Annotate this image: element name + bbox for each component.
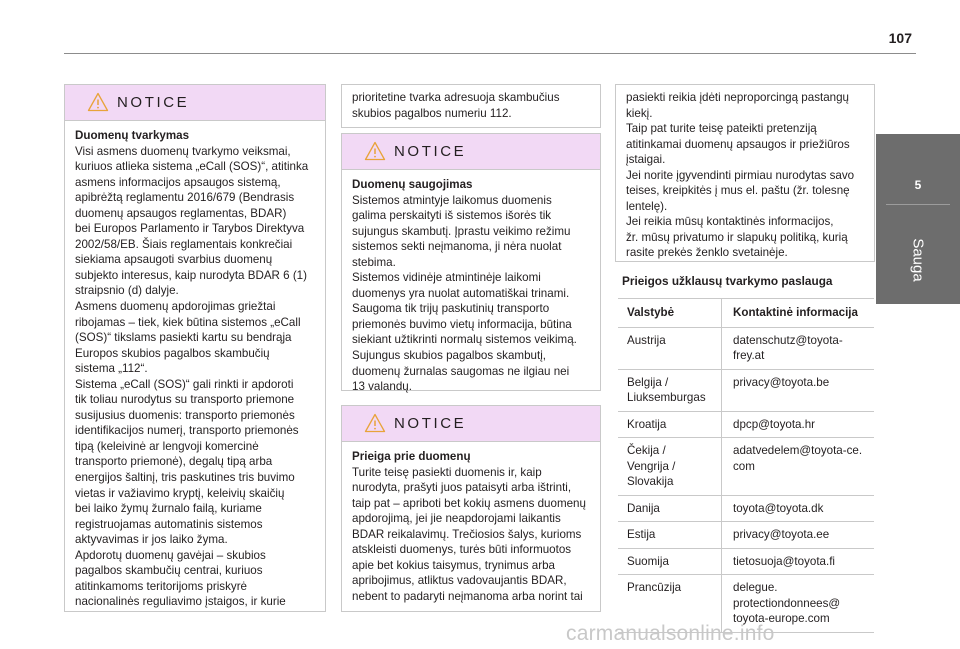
text-line: nurodyta, prašyti juos pataisyti arba ištrinti, (352, 481, 572, 495)
country-cell (618, 370, 722, 411)
chapter-label (904, 220, 932, 300)
country-cell (618, 496, 722, 522)
text-line: siekiama apsaugoti svarbius duomenų (75, 253, 273, 267)
text-line: atitinkamoms teritorijoms priskyrė (75, 579, 248, 593)
text-line: apdorojimą, jei jie neapdorojami laikantis (352, 512, 561, 526)
contact-email-line[interactable]: protectiondonnees@ (733, 596, 841, 610)
notice-lines (352, 465, 590, 605)
text-line: sistemos sekti neįmanoma, ji nėra nuolat (352, 240, 562, 254)
contact-email-line[interactable]: privacy@toyota.ee (733, 528, 830, 541)
country-cell (618, 438, 722, 495)
contact-cell (722, 370, 874, 411)
contact-email-line[interactable]: dpcp@toyota.hr (733, 417, 816, 431)
text-line: energijos šaltinį, tris paskutines tris buvimo (75, 471, 295, 485)
contact-email-line[interactable]: com (733, 459, 755, 473)
text-line: Sistemos atmintyje laikomus duomenis (352, 193, 552, 207)
continuation-body (616, 85, 874, 261)
text-line: atitinkamai duomenų apsaugos ir priežiūros (626, 137, 850, 151)
text-line: priemonės buvimo vietų informacija, būtina (352, 317, 572, 331)
contact-email-line[interactable]: privacy@toyota.be (733, 375, 830, 389)
text-line: kiekį. (626, 106, 653, 120)
warning-triangle-icon (364, 413, 386, 433)
warning-triangle-icon (87, 92, 109, 112)
continuation-lines (626, 90, 864, 261)
contact-email-line[interactable]: datenschutz@toyota- (733, 333, 843, 347)
text-line: prioritetine tvarka adresuoja skambučius (352, 91, 560, 104)
table-header-row (618, 299, 874, 328)
notice-lines (75, 144, 315, 610)
country-line: Slovakija (627, 475, 674, 488)
text-line: aktyvavimas ir jos laiko žyma. (75, 533, 228, 547)
column-header-contact: Kontaktinė informacija (733, 306, 858, 319)
text-line: Saugoma tik trijų paskutinių transporto (352, 302, 550, 316)
text-line: kuriuos atlieka sistema „eCall (SOS)“, atitinka (75, 160, 309, 174)
text-line: taip pat – apriboti bet kokių asmens duomenų (352, 496, 586, 510)
country-line: Belgija / (627, 375, 669, 389)
text-line: registruojamas automatinis sistemos (75, 517, 263, 531)
text-line: duomenų apsaugos reglamentas, BDAR) (75, 206, 287, 220)
text-line: Sujungus skubios pagalbos skambutį, (352, 349, 546, 363)
table-row (618, 328, 874, 370)
contact-cell (722, 438, 874, 495)
text-line: duomenų žurnalas saugomas ne ilgiau nei (352, 364, 570, 378)
notice-heading: Prieiga prie duomenų (352, 450, 471, 463)
text-line: siekiant užtikrinti normalų sistemos veikimą. (352, 333, 577, 347)
text-line: apribojimus, atliktus vadovaujantis BDAR, (352, 574, 567, 588)
text-line: skubios pagalbos numeriu 112. (352, 106, 512, 120)
country-line: Liuksemburgas (627, 391, 706, 404)
text-line: Visi asmens duomenų tvarkymo veiksmai, (75, 144, 291, 158)
country-cell (618, 522, 722, 548)
notice-title: NOTICE (394, 415, 467, 432)
text-line: straipsnio (d) dalyje. (75, 284, 179, 298)
contact-cell (722, 522, 874, 548)
text-line: BDAR reikalavimų. Trečiosios šalys, kurioms (352, 527, 582, 541)
country-line: Čekija / (627, 444, 666, 457)
contact-cell (722, 328, 874, 369)
text-line: sujungus skambutį. Įprastu veikimo režimu (352, 224, 571, 238)
text-line: rasite prekės ženklo svetainėje. (626, 246, 788, 260)
text-line: galima perskaityti iš sistemos išorės tik (352, 209, 552, 223)
text-line: ribojamas – tiek, kiek būtina sistemos „eCall (75, 315, 301, 329)
text-line: apie bet kokius taisymus, trynimus arba (352, 558, 555, 572)
text-line: pagalbos skambučių centrai, kuriuos (75, 564, 263, 578)
chapter-tab-divider (886, 204, 950, 205)
text-line: Sistema „eCall (SOS)“ gali rinkti ir apdoroti (75, 377, 294, 391)
text-line: Jei norite įgyvendinti pirmiau nurodytas savo (626, 168, 855, 182)
country-line: Danija (627, 501, 660, 515)
text-line: sistema „112“. (75, 362, 148, 376)
text-line: pasiekti reikia įdėti neproporcingą pastangų (626, 91, 849, 104)
notice-title: NOTICE (117, 94, 190, 111)
country-line: Prancūzija (627, 581, 682, 594)
text-line: apibrėžtą reglamentu 2016/679 (Bendrasis (75, 191, 295, 205)
table-row (618, 522, 874, 549)
text-line: Taip pat turite teisę pateikti pretenziją (626, 122, 817, 136)
contact-table (618, 298, 874, 633)
chapter-number: 5 (914, 178, 922, 192)
notice-heading: Duomenų saugojimas (352, 178, 473, 191)
warning-triangle-icon (364, 141, 386, 161)
text-line: 2002/58/EB. Šiais reglamentais konkrečiai (75, 237, 293, 251)
table-row (618, 370, 874, 412)
table-row (618, 549, 874, 576)
text-line: atskleisti duomenys, turės būti informuotos (352, 543, 572, 557)
header-rule (64, 53, 916, 54)
contact-section-heading: Prieigos užklausų tvarkymo paslauga (622, 274, 833, 288)
chapter-label-text: Sauga (909, 238, 927, 282)
text-line: 13 valandų. (352, 380, 412, 394)
country-cell (618, 328, 722, 369)
contact-email-line[interactable]: toyota-europe.com (733, 612, 830, 625)
continuation-box-col3 (615, 84, 875, 262)
chapter-tab[interactable] (876, 134, 960, 304)
country-line: Kroatija (627, 417, 667, 431)
contact-email-line[interactable]: delegue. (733, 581, 778, 594)
text-line: asmens informacijos apsaugos sistemą, (75, 175, 281, 189)
contact-email-line[interactable]: frey.at (733, 349, 765, 362)
notice-lines (352, 193, 590, 395)
table-row (618, 412, 874, 439)
table-body (618, 328, 874, 633)
country-line: Suomija (627, 554, 669, 568)
notice-body (342, 170, 600, 395)
text-line: subjekto interesus, kaip nurodyta BDAR 6 (1) (75, 268, 307, 282)
contact-email-line[interactable]: adatvedelem@toyota-ce. (733, 444, 863, 457)
notice-data-storage (341, 133, 601, 394)
text-line: tipą (keleivinė ar lengvoji komercinė (75, 439, 259, 453)
text-line: Apdorotų duomenų gavėjai – skubios (75, 548, 266, 562)
contact-email-line[interactable]: toyota@toyota.dk (733, 501, 824, 515)
notice-body (342, 442, 600, 604)
text-line: bei Europos Parlamento ir Tarybos Direktyva (75, 222, 305, 236)
watermark: carmanualsonline.info (566, 622, 775, 645)
text-line: duomenys yra nuolat automatiškai trinami. (352, 286, 570, 300)
notice-title: NOTICE (394, 143, 467, 160)
text-line: (SOS)“ tikslams pasiekti kartu su bendrąja (75, 331, 292, 345)
text-line: susijusius duomenis: transporto priemonės (75, 408, 295, 422)
contact-cell (722, 412, 874, 438)
text-line: tik toliau nurodytus su transporto priemone (75, 393, 295, 407)
text-line: lentelę). (626, 199, 668, 213)
continuation-box-col2 (341, 84, 601, 128)
notice-header (342, 406, 600, 442)
notice-data-access (341, 405, 601, 612)
text-line: nacionalinės reguliavimo įstaigos, ir kurie (75, 595, 286, 609)
notice-header (65, 85, 325, 121)
country-line: Estija (627, 528, 656, 541)
text-line: identifikacijos numerį, transporto priemonės (75, 424, 299, 438)
text-line: stebima. (352, 255, 396, 269)
text-line: įstaigai. (626, 153, 666, 167)
contact-cell (722, 549, 874, 575)
continuation-body (342, 85, 600, 121)
text-line: Europos skubios pagalbos skambučių (75, 346, 270, 360)
text-line: Sistemos vidinėje atmintinėje laikomi (352, 271, 541, 285)
text-line: Jei reikia mūsų kontaktinės informacijos, (626, 215, 834, 229)
table-row (618, 438, 874, 496)
notice-heading: Duomenų tvarkymas (75, 129, 190, 142)
country-line: Austrija (627, 333, 666, 347)
text-line: Asmens duomenų apdorojimas griežtai (75, 300, 276, 314)
country-cell (618, 412, 722, 438)
continuation-lines (352, 90, 590, 121)
country-line: Vengrija / (627, 459, 676, 473)
table-row (618, 496, 874, 523)
notice-header (342, 134, 600, 170)
contact-email-line[interactable]: tietosuoja@toyota.fi (733, 554, 836, 568)
text-line: bei laiko žymų žurnalo failą, kuriame (75, 502, 262, 516)
text-line: teises, kreipkitės į mus el. paštu (žr. tolesnę (626, 184, 850, 198)
text-line: transporto priemonė), degalų tipą arba (75, 455, 273, 469)
notice-data-processing (64, 84, 326, 612)
page-number: 107 (888, 30, 912, 46)
column-header-country: Valstybė (618, 299, 722, 327)
text-line: Turite teisę pasiekti duomenis ir, kaip (352, 465, 542, 479)
notice-body (65, 121, 325, 610)
text-line: vietas ir važiavimo kryptį, keleivių skaičių (75, 486, 285, 500)
text-line: žr. mūsų privatumo ir slapukų politiką, kurią (626, 230, 848, 244)
text-line: nebent to padaryti neįmanoma arba norint tai (352, 589, 583, 603)
contact-cell (722, 496, 874, 522)
country-cell (618, 549, 722, 575)
